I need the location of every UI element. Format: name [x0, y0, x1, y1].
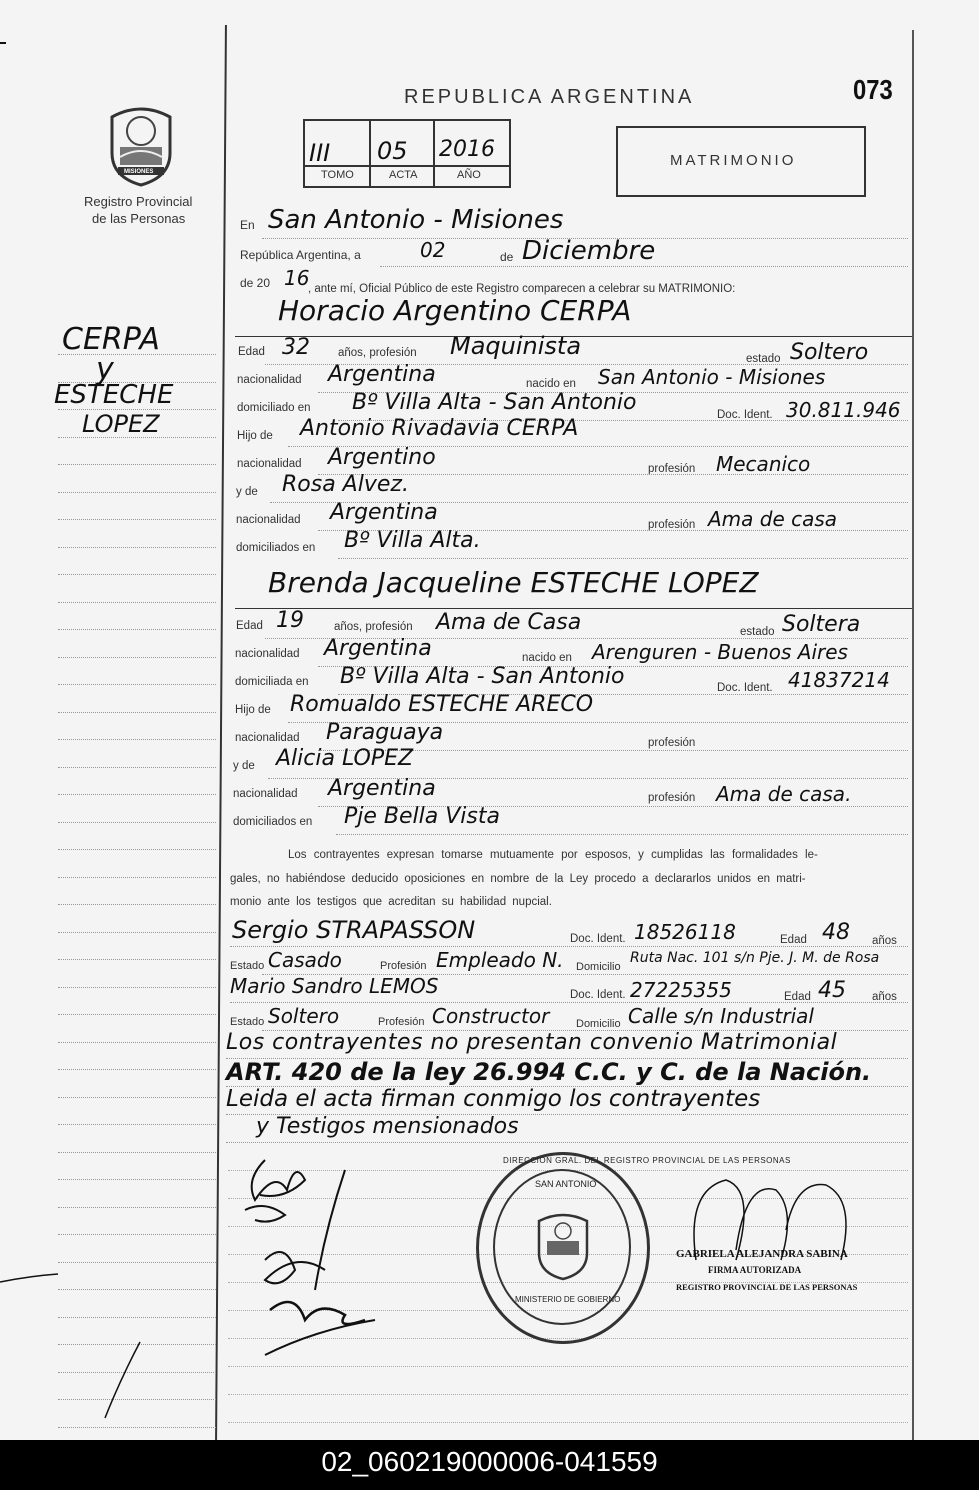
stub-ruled-line	[58, 822, 216, 823]
witness2-address: Calle s/n Industrial	[628, 1004, 814, 1028]
stub-surname-1: CERPA	[62, 322, 160, 357]
witness1-doc: 18526118	[634, 920, 736, 944]
groom-mother-prof-label: profesión	[648, 519, 696, 531]
stub-ruled-line	[58, 1262, 216, 1263]
stray-mark	[95, 1340, 145, 1420]
stub-ruled-line	[58, 1427, 216, 1428]
groom-father: Antonio Rivadavia CERPA	[300, 416, 579, 441]
official-signature	[686, 1170, 866, 1280]
witness1-estado-label: Estado	[230, 960, 265, 972]
doc-type-box	[616, 126, 866, 197]
groom-nacido-label: nacido en	[526, 378, 576, 390]
witness1-domicilio-label: Domicilio	[576, 961, 621, 973]
stub-ruled-line	[58, 712, 216, 713]
stamp-inner-text: MINISTERIO DE GOBIERNO	[515, 1295, 621, 1304]
month-value: Diciembre	[522, 236, 656, 266]
groom-dom-label: domiciliado en	[237, 402, 311, 414]
org-name-line2: de las Personas	[92, 211, 186, 226]
legal-line-1: Los contrayentes expresan tomarse mutuamente por esposos, y cumplidas las formalidades le-	[288, 849, 818, 861]
official-role: FIRMA AUTORIZADA	[708, 1265, 802, 1275]
witness2-doc: 27225355	[630, 978, 732, 1002]
groom-profesion-label: años, profesión	[338, 347, 417, 359]
legal-line-2: gales, no habiéndose deducido oposiciones en nombre de la Ley procedo a declararlos unidos en matri-	[230, 873, 806, 885]
stray-mark-2	[0, 1272, 60, 1284]
stub-ruled-line	[58, 987, 216, 988]
bride-father-prof-label: profesión	[648, 737, 696, 749]
groom-mother-prof: Ama de casa	[708, 507, 838, 531]
bride-yde-label: y de	[233, 760, 255, 772]
stub-ruled-line	[58, 1234, 216, 1235]
bride-hijo-label: Hijo de	[235, 704, 271, 716]
groom-hijo-label: Hijo de	[237, 430, 273, 442]
stub-ruled-line	[58, 1069, 216, 1070]
bride-nationality: Argentina	[324, 636, 432, 661]
bride-line-8	[336, 834, 908, 835]
day-value: 02	[420, 238, 446, 262]
official-office: REGISTRO PROVINCIAL DE LAS PERSONAS	[676, 1282, 858, 1292]
groom-doc-label: Doc. Ident.	[717, 409, 773, 421]
bride-father-nat-label: nacionalidad	[235, 732, 300, 744]
ano-value: 2016	[439, 137, 495, 162]
witness1-doc-label: Doc. Ident.	[570, 933, 626, 945]
groom-father-prof: Mecanico	[716, 452, 811, 476]
year-prefix: de 20	[240, 276, 271, 290]
stub-ruled-line	[58, 519, 216, 520]
stamp-emblem	[533, 1211, 593, 1281]
stub-ruled-line	[58, 657, 216, 658]
seal-label: MISIONES	[124, 169, 154, 175]
footer-code: 02_060219000006-041559	[321, 1446, 658, 1477]
stub-ruled-line	[58, 492, 216, 493]
witness1-profesion-label: Profesión	[380, 960, 427, 972]
stub-conjunction: y	[96, 352, 114, 387]
bride-nacido-label: nacido en	[522, 652, 572, 664]
stub-ruled-line	[58, 684, 216, 685]
groom-line-8	[338, 558, 908, 559]
ano-label: AÑO	[457, 169, 481, 181]
witness1-status: Casado	[268, 948, 342, 972]
stub-ruled-line	[58, 1289, 216, 1290]
stub-surname-3: LOPEZ	[82, 410, 160, 438]
witness2-status: Soltero	[268, 1004, 340, 1028]
stub-ruled-line	[58, 1179, 216, 1180]
stub-ruled-line	[58, 904, 216, 905]
bride-father: Romualdo ESTECHE ARECO	[290, 692, 594, 717]
groom-father-nat: Argentino	[328, 445, 436, 470]
groom-mother: Rosa Alvez.	[282, 472, 409, 497]
intro-text: , ante mí, Oficial Público de este Registro comparecen a celebrar su MATRIMONIO:	[308, 283, 736, 295]
witness2-line-1	[230, 1002, 908, 1003]
margin-mark	[0, 42, 6, 44]
witness1-profession: Empleado N.	[436, 948, 564, 972]
legal-line-3: monio ante los testigos que acreditan su habilidad nupcial.	[230, 896, 552, 908]
tomo-value: III	[309, 139, 331, 167]
stub-ruled-line	[58, 767, 216, 768]
note-line-1: Los contrayentes no presentan convenio Matrimonial	[226, 1030, 838, 1055]
bride-parents-dom-label: domiciliados en	[233, 816, 313, 828]
witness2-profesion-label: Profesión	[378, 1016, 425, 1028]
groom-doc: 30.811.946	[786, 398, 901, 422]
date-line	[380, 266, 908, 267]
stub-ruled-line	[58, 739, 216, 740]
signatures	[225, 1140, 385, 1370]
groom-mother-nat-label: nacionalidad	[236, 514, 301, 526]
bride-mother-nat-label: nacionalidad	[233, 788, 298, 800]
groom-father-prof-label: profesión	[648, 463, 696, 475]
body-line-a	[226, 1058, 908, 1059]
stub-ruled-line	[58, 1207, 216, 1208]
groom-parents-dom-label: domiciliados en	[236, 542, 316, 554]
stub-ruled-line	[58, 547, 216, 548]
groom-father-nat-label: nacionalidad	[237, 458, 302, 470]
witness2-profession: Constructor	[432, 1004, 550, 1028]
stub-ruled-line	[58, 1152, 216, 1153]
acta-label: ACTA	[389, 169, 418, 181]
bride-profession: Ama de Casa	[436, 610, 582, 635]
witness2-name: Mario Sandro LEMOS	[230, 974, 439, 998]
en-label: En	[240, 218, 255, 232]
stamp-top-text: SAN ANTONIO	[535, 1179, 597, 1189]
witness1-edad-label: Edad	[780, 934, 807, 946]
folio-number: 073	[853, 74, 893, 105]
tomo-label: TOMO	[321, 169, 354, 181]
stub-ruled-line	[58, 877, 216, 878]
bride-name: Brenda Jacqueline ESTECHE LOPEZ	[268, 566, 759, 599]
groom-nat-label: nacionalidad	[237, 374, 302, 386]
stub-ruled-line	[58, 1014, 216, 1015]
groom-name: Horacio Argentino CERPA	[278, 294, 632, 327]
org-name-line1: Registro Provincial	[84, 194, 193, 209]
note-line-3: Leida el acta firman conmigo los contrayentes	[226, 1086, 761, 1112]
stub-ruled-line	[58, 1042, 216, 1043]
witness1-age: 48	[822, 920, 850, 945]
groom-birthplace: San Antonio - Misiones	[598, 365, 826, 389]
stub-surname-2: ESTECHE	[54, 380, 174, 410]
bride-nat-label: nacionalidad	[235, 648, 300, 660]
bride-name-line	[235, 608, 912, 609]
stub-ruled-line	[58, 629, 216, 630]
country-title: REPUBLICA ARGENTINA	[404, 86, 695, 108]
bride-age: 19	[276, 608, 304, 633]
stub-ruled-line	[58, 464, 216, 465]
record-boxes	[303, 119, 511, 188]
right-edge	[912, 30, 914, 1440]
groom-address: Bº Villa Alta - San Antonio	[352, 390, 637, 415]
bride-doc-label: Doc. Ident.	[717, 682, 773, 694]
groom-parents-address: Bº Villa Alta.	[344, 528, 481, 553]
footer-code-bar	[0, 1440, 979, 1490]
witness2-edad-label: Edad	[784, 991, 811, 1003]
bride-birthplace: Arenguren - Buenos Aires	[592, 640, 848, 664]
witness1-name: Sergio STRAPASSON	[232, 916, 476, 944]
body-line-c	[226, 1114, 908, 1115]
witness2-age: 45	[818, 978, 846, 1003]
stub-ruled-line	[58, 794, 216, 795]
witness1-anos-label: años	[872, 935, 897, 947]
groom-mother-nat: Argentina	[330, 500, 438, 525]
acta-value: 05	[377, 137, 408, 165]
bride-mother: Alicia LOPEZ	[276, 746, 414, 771]
bride-mother-nat: Argentina	[328, 776, 436, 801]
note-line-4: y Testigos mensionados	[256, 1114, 519, 1139]
stub-ruled-line	[58, 602, 216, 603]
place-value: San Antonio - Misiones	[268, 205, 564, 235]
witness2-anos-label: años	[872, 991, 897, 1003]
doc-type-title: MATRIMONIO	[670, 152, 797, 169]
stub-ruled-line	[58, 849, 216, 850]
witness2-estado-label: Estado	[230, 1016, 265, 1028]
stub-ruled-line	[58, 1317, 216, 1318]
stub-ruled-line	[58, 574, 216, 575]
bride-address: Bº Villa Alta - San Antonio	[340, 664, 625, 689]
bride-status: Soltera	[782, 612, 861, 637]
witness2-domicilio-label: Domicilio	[576, 1018, 621, 1030]
bride-profesion-label: años, profesión	[334, 621, 413, 633]
stub-ruled-line	[58, 1124, 216, 1125]
bride-dom-label: domiciliada en	[235, 676, 309, 688]
groom-yde-label: y de	[236, 486, 258, 498]
de-label: de	[500, 250, 514, 264]
bride-estado-label: estado	[740, 626, 775, 638]
body-ruled-line	[228, 1422, 908, 1423]
groom-nationality: Argentina	[328, 362, 436, 387]
groom-estado-label: estado	[746, 353, 781, 365]
body-line-b	[226, 1086, 908, 1087]
bride-parents-address: Pje Bella Vista	[344, 804, 500, 829]
witness2-doc-label: Doc. Ident.	[570, 989, 626, 1001]
bride-mother-prof-label: profesión	[648, 792, 696, 804]
witness1-line-1	[230, 946, 908, 947]
groom-status: Soltero	[790, 340, 869, 365]
note-line-2: ART. 420 de la ley 26.994 C.C. y C. de la Nación.	[226, 1058, 872, 1086]
bride-father-nat: Paraguaya	[326, 720, 444, 745]
province-seal	[106, 105, 176, 187]
bride-mother-prof: Ama de casa.	[716, 782, 852, 806]
stub-ruled-line	[58, 1097, 216, 1098]
stub-ruled-line	[58, 932, 216, 933]
bride-edad-label: Edad	[236, 620, 263, 632]
witness1-address: Ruta Nac. 101 s/n Pje. J. M. de Rosa	[630, 950, 880, 966]
stub-ruled-line	[58, 959, 216, 960]
republica-label: República Argentina, a	[240, 248, 361, 262]
stamp-ring-text: DIRECCION GRAL. DEL REGISTRO PROVINCIAL DE LAS PERSONAS	[503, 1156, 791, 1165]
official-name: GABRIELA ALEJANDRA SABINA	[676, 1248, 848, 1260]
body-ruled-line	[228, 1394, 908, 1395]
groom-edad-label: Edad	[238, 346, 265, 358]
bride-doc: 41837214	[788, 668, 890, 692]
groom-age: 32	[282, 335, 310, 360]
groom-profession: Maquinista	[450, 332, 582, 360]
year-suffix: 16	[284, 266, 310, 290]
